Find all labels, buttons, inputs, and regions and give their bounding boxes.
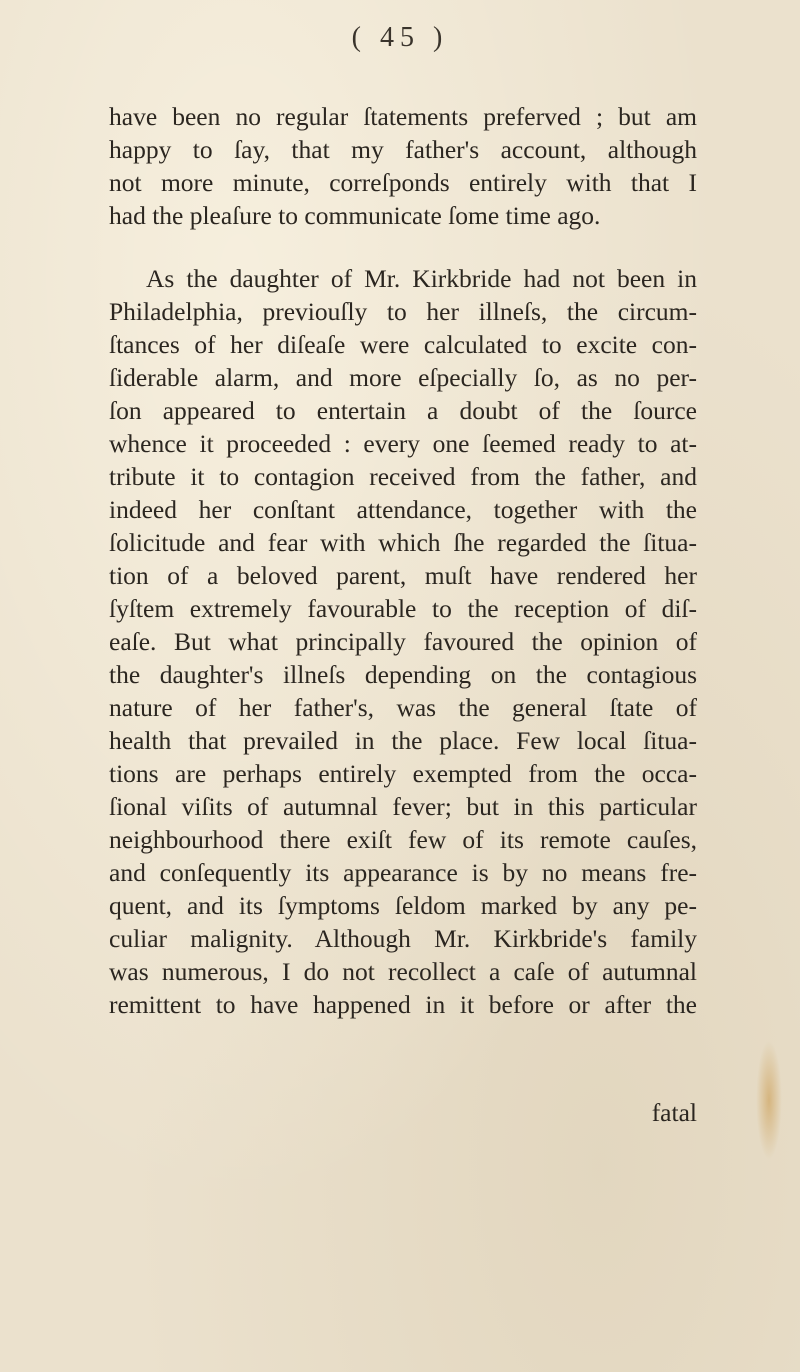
paragraph-continued: [109, 100, 697, 232]
text-line: As the daughter of Mr. Kirkbride had not been in: [146, 264, 697, 293]
text-line: ſional viſits of autumnal fever; but in this particular: [109, 792, 697, 821]
text-line: indeed her conſtant attendance, together with the: [109, 495, 697, 524]
text-line: and conſequently its appearance is by no means fre-: [109, 858, 697, 887]
text-line: ſtances of her diſeaſe were calculated to excite con-: [109, 330, 697, 359]
text-line: health that prevailed in the place. Few local ſitua-: [109, 726, 697, 755]
text-line: ſolicitude and fear with which ſhe regarded the ſitua-: [109, 528, 697, 557]
text-line: remittent to have happened in it before or after the: [109, 990, 697, 1019]
margin-stain: [756, 1040, 782, 1160]
text-line: neighbourhood there exiſt few of its remote cauſes,: [109, 825, 697, 854]
text-line: was numerous, I do not recollect a caſe of autumnal: [109, 957, 697, 986]
text-line: ſon appeared to entertain a doubt of the ſource: [109, 396, 697, 425]
text-line: have been no regular ſtatements preferved ; but am: [109, 102, 697, 131]
text-line: eaſe. But what principally favoured the opinion of: [109, 627, 697, 656]
text-line: the daughter's illneſs depending on the contagious: [109, 660, 697, 689]
text-line: not more minute, correſponds entirely with that I: [109, 168, 697, 197]
text-line: Philadelphia, previouſly to her illneſs, the circum-: [109, 297, 697, 326]
text-line: tion of a beloved parent, muſt have rendered her: [109, 561, 697, 590]
catchword: fatal: [651, 1098, 697, 1127]
page-number: ( 45 ): [351, 22, 449, 53]
text-line: whence it proceeded : every one ſeemed ready to at-: [109, 429, 697, 458]
text-line: culiar malignity. Although Mr. Kirkbride's family: [109, 924, 697, 953]
text-line: ſyſtem extremely favourable to the reception of diſ-: [109, 594, 697, 623]
text-line: nature of her father's, was the general ſtate of: [109, 693, 697, 722]
text-line: happy to ſay, that my father's account, although: [109, 135, 697, 164]
text-line: quent, and its ſymptoms ſeldom marked by any pe-: [109, 891, 697, 920]
text-line: ſiderable alarm, and more eſpecially ſo, as no per-: [109, 363, 697, 392]
text-line: tions are perhaps entirely exempted from the occa-: [109, 759, 697, 788]
paragraph-main: [109, 262, 697, 1021]
text-line: tribute it to contagion received from the father, and: [109, 462, 697, 491]
text-line: had the pleaſure to communicate ſome time ago.: [109, 201, 601, 230]
